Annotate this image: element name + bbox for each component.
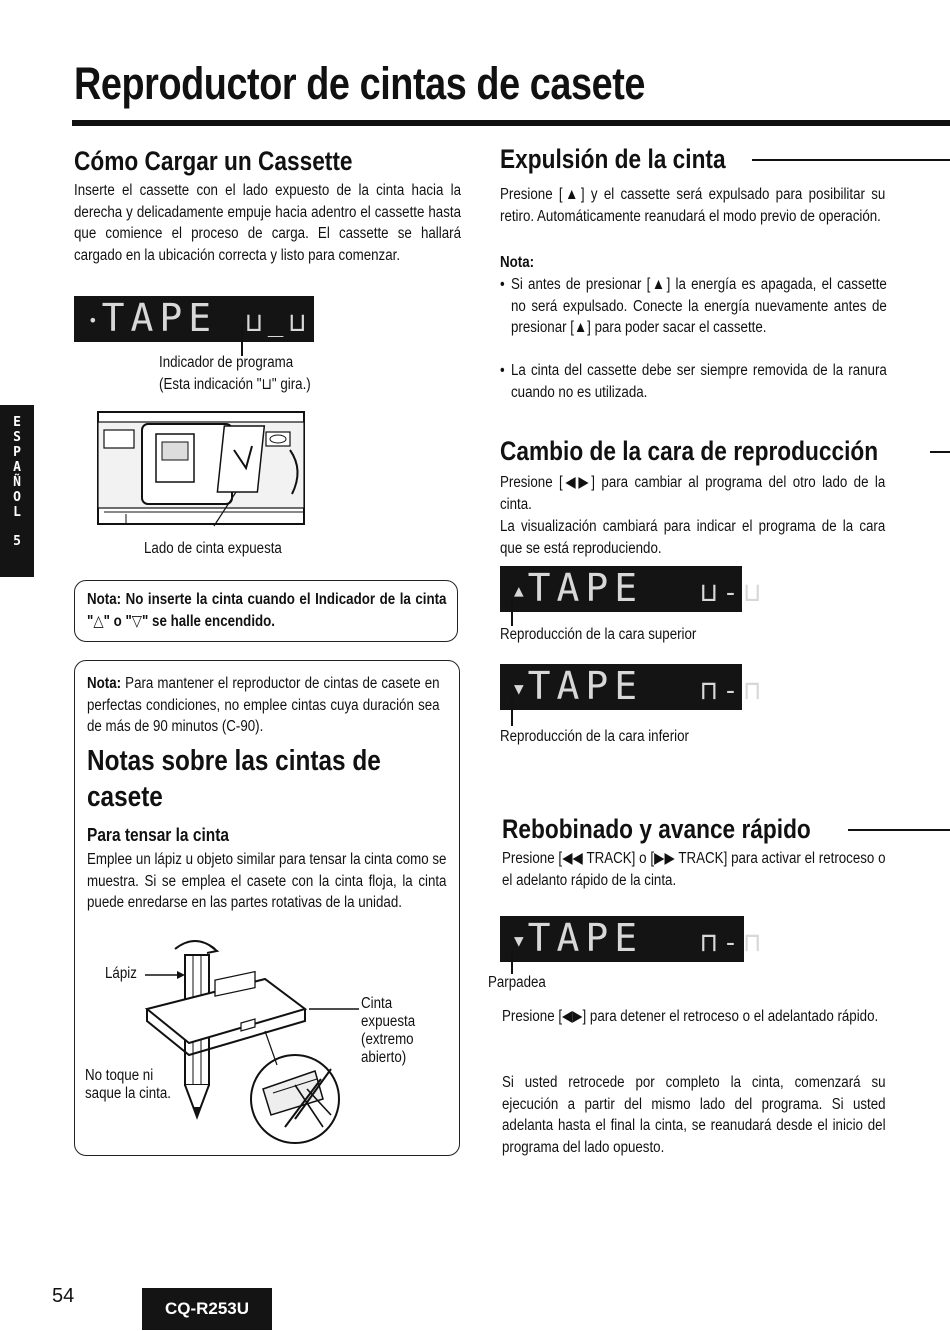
pencil-tension-illustration (145, 939, 375, 1149)
cassette-loading-illustration (96, 410, 306, 528)
lower-side-indicator-icon: ▼ (514, 678, 524, 698)
label-no-touch-1: No toque ni (85, 1067, 154, 1084)
bullet-icon: • (500, 362, 505, 379)
side-tab-letter: 5 (13, 534, 21, 549)
loading-body: Inserte el cassette con el lado expuesto de la cinta hacia la derecha y delicadamente empuje hacia adentro el cassette hasta que comience el proceso de carga. El cassette se hallará cargado en la ubicación correcta y listo para comenzar. (74, 182, 461, 264)
note-box-tape-notes (74, 660, 460, 1156)
eject-heading-rule (752, 159, 950, 161)
language-side-tab (0, 405, 34, 577)
rewind-heading: Rebobinado y avance rápido (502, 814, 811, 844)
tape-length-note (87, 673, 440, 738)
display-symbol: ⊓-⊓ (700, 676, 766, 706)
label-exposed-3: (extremo (361, 1031, 414, 1048)
rewind-body-3: Si usted retrocede por completo la cinta, comenzará su ejecución a partir del mismo lado del programa. Si usted adelanta hasta el final la cinta, se reanudará desde el inicio del programa del lado opuesto. (502, 1074, 886, 1156)
tape-display-lower (500, 664, 766, 710)
tape-notes-heading-line-1: Notas sobre las cintas de (87, 745, 381, 777)
indicator-caption-2: (Esta indicación "⊔" gira.) (159, 376, 311, 393)
display-text: TAPE (101, 296, 218, 340)
tension-subheading: Para tensar la cinta (87, 825, 229, 845)
page-number: 54 (52, 1285, 75, 1307)
tape-display-loading (74, 296, 314, 342)
blinking-indicator-icon: ▼ (514, 930, 524, 950)
side-tab-letter: A (13, 460, 21, 475)
side-change-heading: Cambio de la cara de reproducción (500, 436, 879, 466)
note-insert-warning-text: Nota: No inserte la cinta cuando el Indicador de la cinta "△" o "▽" se halle encendido. (87, 591, 447, 630)
side-tab-letter: L (13, 505, 21, 520)
upper-indicator-pointer (511, 600, 513, 626)
side-change-heading-rule (930, 451, 950, 453)
tape-notes-heading-line-2: casete (87, 781, 163, 813)
rewind-body-2: Presione [◀▶] para detener el retroceso o el adelantado rápido. (502, 1008, 879, 1025)
label-no-touch-2: saque la cinta. (85, 1085, 171, 1102)
display-text: TAPE (527, 916, 644, 960)
note-label: Nota: (87, 675, 122, 692)
display-symbol: ⊔_⊔ (246, 308, 312, 338)
display-text: TAPE (527, 664, 644, 708)
blink-indicator-pointer (511, 950, 513, 974)
indicator-caption-1: Indicador de programa (159, 354, 294, 371)
side-tab-letter: O (13, 490, 21, 505)
label-exposed-4: abierto) (361, 1049, 407, 1066)
display-text: TAPE (527, 566, 644, 610)
display-symbol: ⊔-⊔ (700, 578, 766, 608)
lower-indicator-pointer (511, 700, 513, 726)
display-symbol: ⊓-⊓ (700, 928, 766, 958)
note-text: Para mantener el reproductor de cintas de casete en perfectas condiciones, no emplee cintas cuya duración sea de más de 90 minutos (C-90). (87, 675, 440, 735)
model-badge: CQ-R253U (142, 1288, 272, 1330)
side-tab-letter: P (13, 445, 21, 460)
label-exposed-1: Cinta (361, 995, 393, 1012)
exposed-side-caption: Lado de cinta expuesta (144, 540, 282, 557)
note-box-insert-warning (74, 580, 458, 642)
eject-bullet-2: La cinta del cassette debe ser siempre removida de la ranura cuando no es utilizada. (511, 362, 887, 401)
page-title: Reproductor de cintas de casete (74, 58, 645, 109)
upper-caption: Reproducción de la cara superior (500, 626, 697, 643)
tension-body: Emplee un lápiz u objeto similar para tensar la cinta como se muestra. Si se emplea el casete con la cinta floja, la cinta puede enredarse en las partes rotativas de la unidad. (87, 851, 447, 911)
title-rule (72, 120, 950, 126)
side-change-body-1: Presione [◀▶] para cambiar al programa del otro lado de la cinta. (500, 474, 886, 513)
eject-bullet-1: Si antes de presionar [▲] la energía es apagada, el cassette no será expulsado. Conecte la energía nuevamente antes de presionar [▲] para poder sacar el cassette. (511, 276, 887, 336)
eject-body: Presione [▲] y el cassette será expulsado para posibilitar su retiro. Automáticamente reanudará el modo previo de operación. (500, 186, 886, 225)
side-tab-letter: S (13, 430, 21, 445)
tape-indicator-icon: • (88, 310, 98, 330)
side-tab-letter: Ñ (13, 475, 21, 490)
rewind-heading-rule (848, 829, 950, 831)
bullet-icon: • (500, 276, 505, 293)
blink-caption: Parpadea (488, 974, 546, 991)
eject-note-label: Nota: (500, 254, 535, 271)
tape-display-rewind (500, 916, 766, 962)
lower-caption: Reproducción de la cara inferior (500, 728, 689, 745)
tape-display-upper (500, 566, 766, 612)
label-exposed-2: expuesta (361, 1013, 416, 1030)
eject-heading: Expulsión de la cinta (500, 144, 726, 174)
label-pencil: Lápiz (105, 965, 137, 982)
rewind-body-1: Presione [◀◀ TRACK] o [▶▶ TRACK] para activar el retroceso o el adelanto rápido de la cinta. (502, 850, 886, 889)
upper-side-indicator-icon: ▲ (514, 580, 524, 600)
side-tab-letter: E (13, 415, 21, 430)
loading-heading: Cómo Cargar un Cassette (74, 146, 353, 176)
side-change-body-2: La visualización cambiará para indicar el programa de la cara que se está reproduciendo. (500, 518, 886, 557)
